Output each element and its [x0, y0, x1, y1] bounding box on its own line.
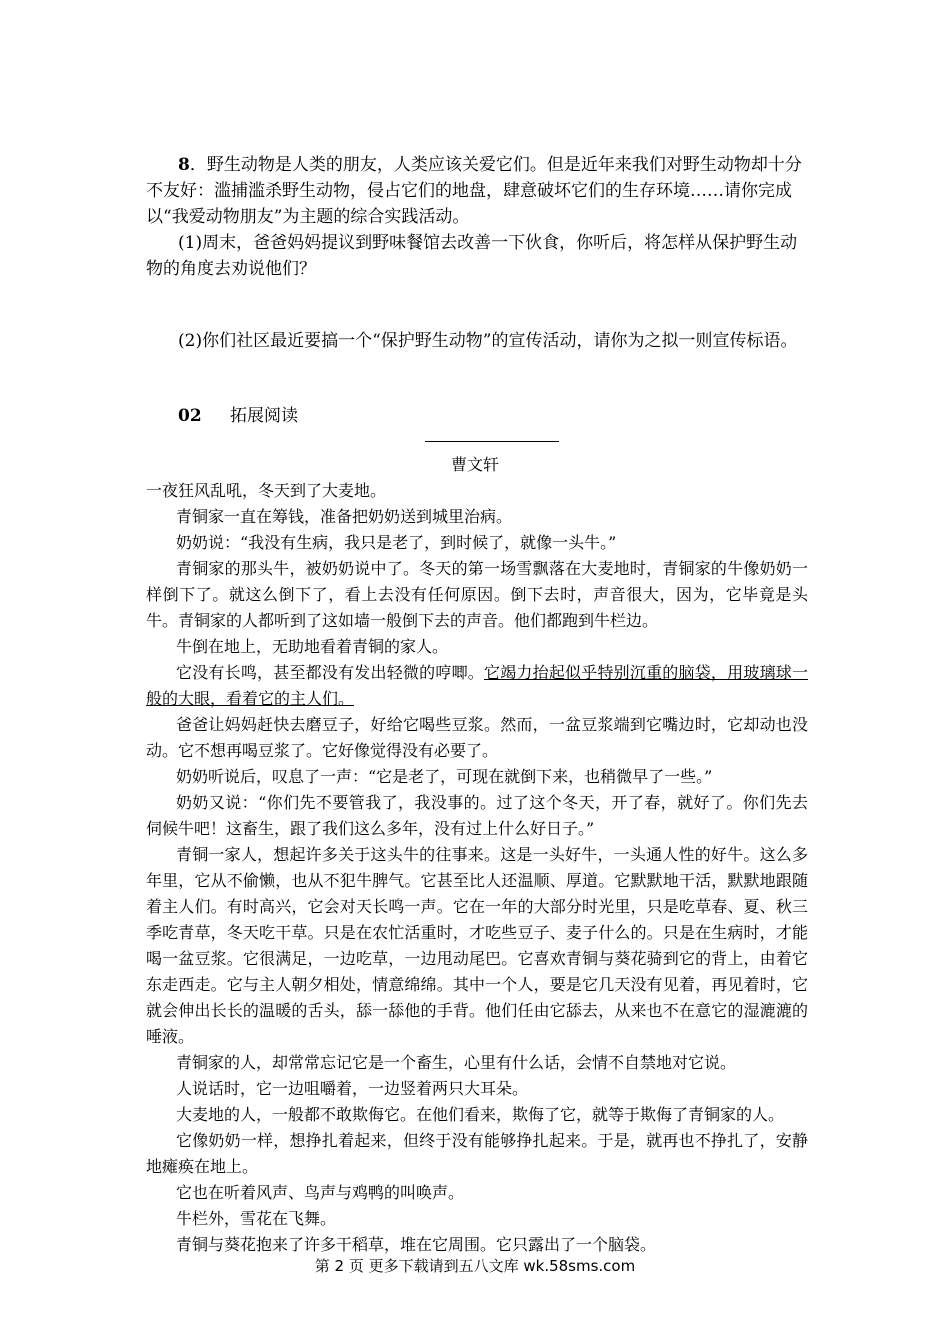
paragraph: 青铜一家人，想起许多关于这头牛的往事来。这是一头好牛，一头通人性的好牛。这么多年里，它从不偷懒，也从不犯牛脾气。它甚至比人还温顺、厚道。它默默地干活，默默地跟随着主人们。有时高兴，它会对天长鸣一声。它在一年的大部分时光里，只是吃草春、夏、秋三季吃青草，冬天吃干草。只是在农忙活重时，才吃些豆子、麦子什么的。只是在生病时，才能喝一盆豆浆。它很满足，一边吃草，一边甩动尾巴。它喜欢青铜与葵花骑到它的背上，由着它东走西走。它与主人朝夕相处，情意绵绵。其中一个人，要是它几天没有见着，再见着时，它就会伸出长长的温暖的舌头，舔一舔他的手背。他们任由它舔去，从来也不在意它的湿漉漉的唾液。: [146, 845, 808, 1046]
question-8-sub1: (1)周末，爸爸妈妈提议到野味餐馆去改善一下伙食，你听后，将怎样从保护野生动物的角度去劝说他们？: [146, 233, 798, 279]
paragraph: 它像奶奶一样，想挣扎着起来，但终于没有能够挣扎起来。于是，就再也不挣扎了，安静地瘫痪在地上。: [146, 1131, 808, 1176]
paragraph: 青铜家的那头牛，被奶奶说中了。冬天的第一场雪飘落在大麦地时，青铜家的牛像奶奶一样倒下了。就这么倒下了，看上去没有任何原因。倒下去时，声音很大，因为，它毕竟是头牛。青铜家的人都听到了这如墙一般倒下去的声音。他们都跑到牛栏边。: [146, 559, 808, 630]
paragraph: 一夜狂风乱吼，冬天到了大麦地。: [146, 481, 387, 500]
paragraph: 人说话时，它一边咀嚼着，一边竖着两只大耳朵。: [176, 1079, 529, 1098]
section-title: 拓展阅读: [230, 406, 298, 426]
reading-passage: [146, 478, 808, 1258]
paragraph: 奶奶又说：“你们先不要管我了，我没事的。过了这个冬天，开了春，就好了。你们先去伺候牛吧！这畜生，跟了我们这么多年，没有过上什么好日子。”: [146, 793, 808, 838]
question-8-sub2: (2)你们社区最近要搞一个“保护野生动物”的宣传活动，请你为之拟一则宣传标语。: [178, 331, 798, 351]
paragraph: 它也在听着风声、鸟声与鸡鸭的叫唤声。: [176, 1183, 465, 1202]
paragraph: 奶奶说：“我没有生病，我只是老了，到时候了，就像一头牛。”: [176, 533, 617, 552]
question-number: 8: [178, 155, 190, 175]
paragraph: 奶奶听说后，叹息了一声：“它是老了，可现在就倒下来，也稍微早了一些。”: [176, 767, 713, 786]
paragraph: 青铜家一直在筹钱，准备把奶奶送到城里治病。: [176, 507, 513, 526]
blank-title-line: [425, 441, 559, 442]
underlined-sentence: 它竭力抬起似乎特别沉重的脑袋，用玻璃球一般的大眼，看着它的主人们。: [146, 663, 808, 708]
paragraph: 牛倒在地上，无助地看着青铜的家人。: [176, 637, 449, 656]
answer-space: [146, 282, 806, 328]
paragraph: 牛栏外，雪花在飞舞。: [176, 1209, 337, 1228]
page-footer: 第 2 页 更多下载请到五八文库 wk.58sms.com: [314, 1257, 636, 1275]
section-heading: [178, 401, 298, 426]
paragraph: 爸爸让妈妈赶快去磨豆子，好给它喝些豆浆。然而，一盆豆浆端到它嘴边时，它却动也没动。它不想再喝豆浆了。它好像觉得没有必要了。: [146, 715, 808, 760]
paragraph: 青铜与葵花抱来了许多干稻草，堆在它周围。它只露出了一个脑袋。: [176, 1235, 657, 1254]
paragraph: 青铜家的人，却常常忘记它是一个畜生，心里有什么话，会情不自禁地对它说。: [176, 1053, 737, 1072]
question-8: [146, 152, 806, 354]
paragraph: 它没有长鸣，甚至都没有发出轻微的哼唧。它竭力抬起似乎特别沉重的脑袋，用玻璃球一般的大眼，看着它的主人们。: [146, 663, 808, 708]
paragraph: 大麦地的人，一般都不敢欺侮它。在他们看来，欺侮了它，就等于欺侮了青铜家的人。: [176, 1105, 785, 1124]
author-name: 曹文轩: [450, 455, 499, 474]
question-8-intro: 8．野生动物是人类的朋友，人类应该关爱它们。但是近年来我们对野生动物却十分不友好：滥捕滥杀野生动物，侵占它们的地盘，肆意破坏它们的生存环境……请你完成以“我爱动物朋友”为主题的综合实践活动。: [146, 155, 802, 227]
section-number: 02: [178, 406, 202, 426]
